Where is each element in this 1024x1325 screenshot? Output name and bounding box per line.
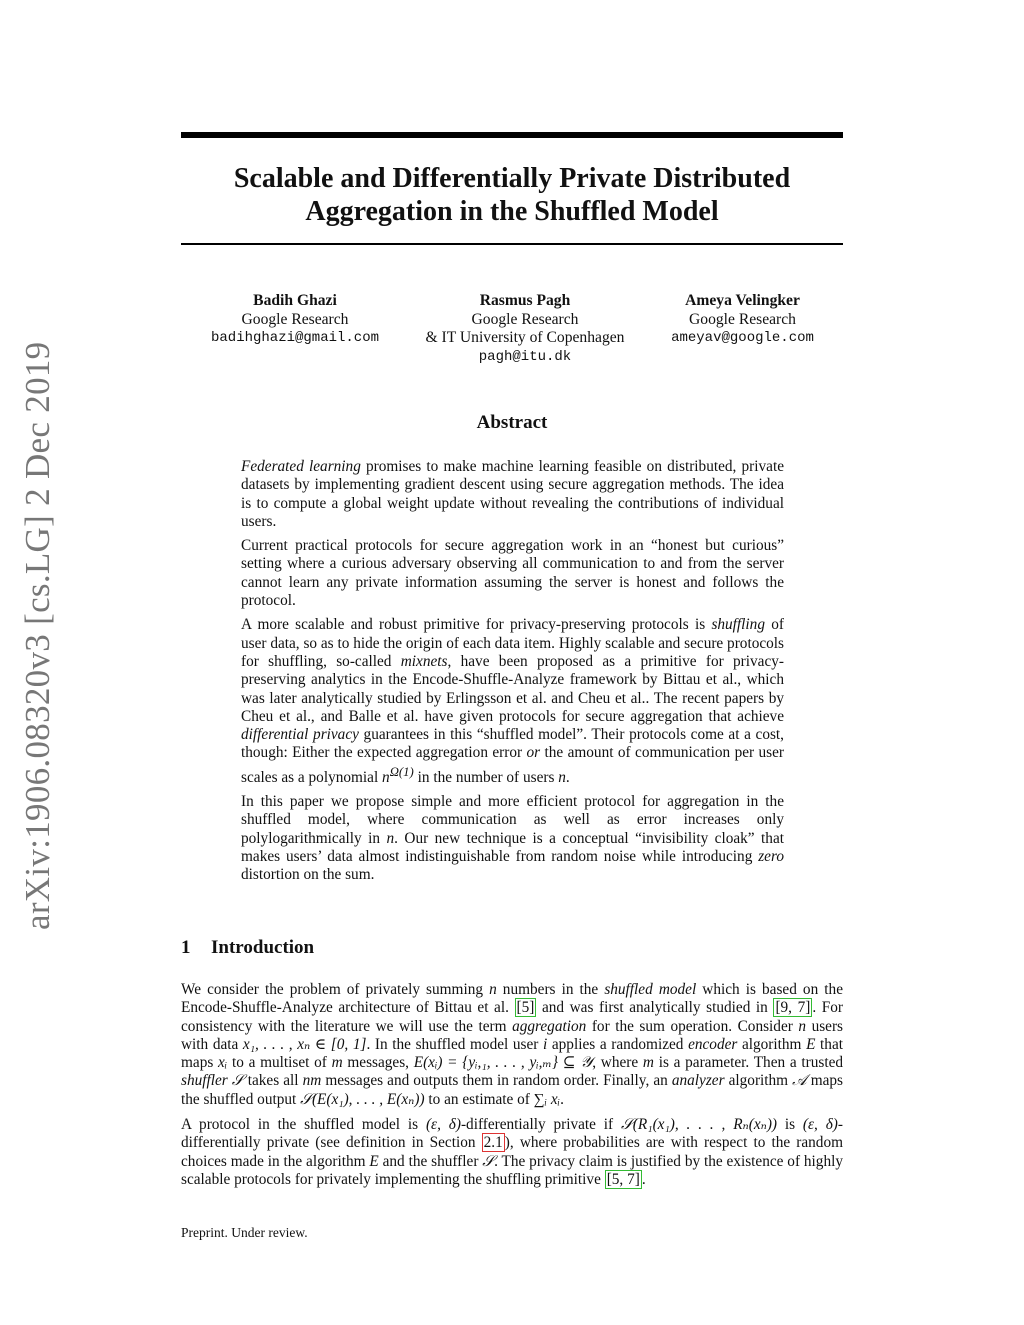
math: (ε, δ) [425, 1116, 461, 1134]
abstract-paragraph-1 [241, 458, 784, 531]
text: messages, [342, 1054, 414, 1072]
emphasis: zero [758, 848, 784, 866]
intro-paragraph-1 [181, 981, 843, 1109]
text: In this paper we propose simple and more efficient protocol for aggregation in the shuffled model, where communication as well as error increases only polylogarithmically in [241, 793, 784, 847]
text: We consider the problem of privately summing [181, 981, 490, 998]
math-exponent: Ω(1) [389, 764, 414, 779]
math: ∑ᵢ xᵢ [533, 1090, 561, 1108]
math: 𝒮 [482, 1152, 495, 1170]
author-affiliation: Google Research [689, 310, 796, 328]
title-line-1: Scalable and Differentially Private Distributed [233, 163, 791, 194]
text: and was first analytically studied in [536, 999, 774, 1017]
math: n [798, 1017, 807, 1035]
text: ), where probabilities are with respect to the random choices made in the algorithm [181, 1134, 843, 1170]
section-number: 1 [181, 937, 191, 958]
author-affiliation: Google Research [241, 310, 349, 328]
math: x₁, . . . , xₙ ∈ [0, 1] [242, 1035, 367, 1053]
text: . The privacy claim is justified by the existence of highly scalable protocols for privately implementing the shuffling primitive [181, 1152, 844, 1188]
footer-note: Preprint. Under review. [181, 1225, 308, 1240]
text: that maps [181, 1035, 843, 1072]
math: (ε, δ) [802, 1116, 838, 1134]
text: is a parameter. Then a trusted [653, 1054, 844, 1072]
math: 𝒮(E(x₁), . . . , E(xₙ)) [300, 1090, 425, 1108]
emphasis: shuffled model [604, 981, 697, 998]
author-block-2 [415, 292, 635, 366]
abstract-paragraph-2: Current practical protocols for secure aggregation work in an “honest but curious” setting where a curious adversary observing all communication to and from the server cannot learn any private information assuming the server is honest and follows the protocol. [241, 537, 784, 610]
citation-link[interactable]: [5] [516, 999, 535, 1017]
math: E [806, 1035, 816, 1053]
emphasis: shuffler [181, 1072, 228, 1090]
math: n [386, 829, 395, 847]
math: 𝒮(R₁(x₁), . . . , Rₙ(xₙ)) [620, 1116, 778, 1134]
author-block-3 [660, 292, 825, 348]
text: A more scalable and robust primitive for privacy-preserving protocols is [241, 616, 712, 634]
text: for the sum operation. Consider [586, 1017, 799, 1035]
citation-link[interactable]: [9, 7] [775, 999, 811, 1017]
title-line-2: Aggregation in the Shuffled Model [305, 196, 719, 227]
abstract-body [241, 458, 784, 891]
emphasis: aggregation [512, 1017, 587, 1035]
math: m [642, 1054, 654, 1072]
text: , where [592, 1054, 643, 1072]
section-heading [181, 937, 314, 959]
text: algorithm [724, 1072, 793, 1090]
abstract-heading: Abstract [476, 412, 548, 433]
text: algorithm [737, 1035, 807, 1053]
author-affiliation-2: & IT University of Copenhagen [425, 329, 625, 346]
author-email[interactable]: pagh@itu.dk [478, 348, 572, 365]
emphasis: shuffling [711, 616, 765, 634]
text: guarantees in this “shuffled model”. Their protocols come at a cost, though: Either the expected aggregation error [241, 726, 784, 762]
text: -differentially private (see definition in Section [181, 1116, 844, 1152]
math: xᵢ [218, 1054, 228, 1072]
math: nm [302, 1072, 322, 1090]
emphasis: mixnets [400, 652, 448, 670]
math: n [489, 981, 497, 998]
text: A protocol in the shuffled model is [181, 1116, 426, 1134]
emphasis: or [526, 744, 541, 762]
author-block-1 [195, 292, 395, 348]
abstract-paragraph-4 [241, 793, 784, 884]
author-name: Rasmus Pagh [479, 292, 571, 309]
emphasis: differential privacy [241, 726, 359, 744]
section-title: Introduction [211, 937, 315, 958]
title-bottom-rule [181, 243, 843, 245]
text: and the shuffler [378, 1152, 483, 1170]
math: m [331, 1054, 343, 1072]
citation-link[interactable]: [5, 7] [606, 1170, 640, 1188]
paper-title [181, 162, 843, 228]
abstract-paragraph-3 [241, 616, 784, 787]
text: the amount of communication per user scales as a polynomial [241, 744, 785, 786]
math: 𝒜 [792, 1072, 807, 1090]
text: , have been proposed as a primitive for privacy-preserving analytics in the Encode-Shuffle-Analyze framework by Bittau et al., which was later analytically studied by Erlingsson et al. and Cheu et al.. The recent papers by Cheu et al., and Balle et al. have given protocols for secure aggregation that achieve [241, 652, 784, 725]
author-email[interactable]: ameyav@google.com [671, 330, 814, 346]
text: to a multiset of [227, 1054, 332, 1072]
emphasis: analyzer [671, 1072, 725, 1090]
text: messages and outputs them in random order. Finally, an [321, 1072, 672, 1090]
intro-body [181, 981, 843, 1196]
text: of user data, so as to hide the origin of each data item. Highly scalable and secure protocols for shuffling, so-called [241, 616, 784, 670]
text: to an estimate of [424, 1090, 534, 1108]
text: . For consistency with the literature we will use the term [181, 999, 844, 1035]
math: i [543, 1035, 548, 1053]
author-email[interactable]: badihghazi@gmail.com [210, 330, 380, 346]
math: E [369, 1152, 379, 1170]
text: promises to make machine learning feasible on distributed, private datasets by implementing gradient descent using secure aggregation methods. The idea is to compute a global weight update without revealing the contributions of individual users. [241, 458, 784, 530]
text: numbers in the [496, 981, 605, 998]
text: . In the shuffled model user [366, 1035, 543, 1053]
math: 𝒮 [227, 1072, 244, 1090]
text: . Our new technique is a conceptual “invisibility cloak” that makes users’ data almost indistinguishable from random noise while introducing [241, 829, 784, 866]
title-top-rule [181, 132, 843, 138]
text: maps the shuffled output [181, 1072, 843, 1108]
math: E(xᵢ) = {yᵢ,₁, . . . , yᵢ,ₘ} ⊆ 𝒴 [413, 1054, 593, 1072]
author-name: Ameya Velingker [685, 292, 800, 309]
author-name: Badih Ghazi [253, 292, 337, 309]
intro-paragraph-2 [181, 1116, 843, 1189]
text: takes all [243, 1072, 303, 1090]
text: . [641, 1170, 646, 1188]
text: which is based on the Encode-Shuffle-Analyze architecture of Bittau et al. [181, 981, 843, 1017]
text: applies a randomized [547, 1035, 689, 1053]
text: distortion on the sum. [241, 866, 375, 884]
author-affiliation: Google Research [471, 310, 579, 328]
text: -differentially private if [460, 1116, 621, 1134]
text: in the number of users [413, 768, 559, 786]
emphasis: encoder [688, 1035, 738, 1053]
arxiv-stamp: arXiv:1906.08320v3 [cs.LG] 2 Dec 2019 [18, 341, 57, 930]
text: users with data [181, 1017, 844, 1053]
math: n [382, 768, 390, 786]
emphasis: Federated learning [241, 458, 361, 475]
text: . [565, 768, 570, 786]
text: . [560, 1090, 564, 1108]
section-reference-link[interactable]: 2.1 [483, 1134, 503, 1152]
math: n [558, 768, 566, 786]
text: is [777, 1116, 803, 1134]
